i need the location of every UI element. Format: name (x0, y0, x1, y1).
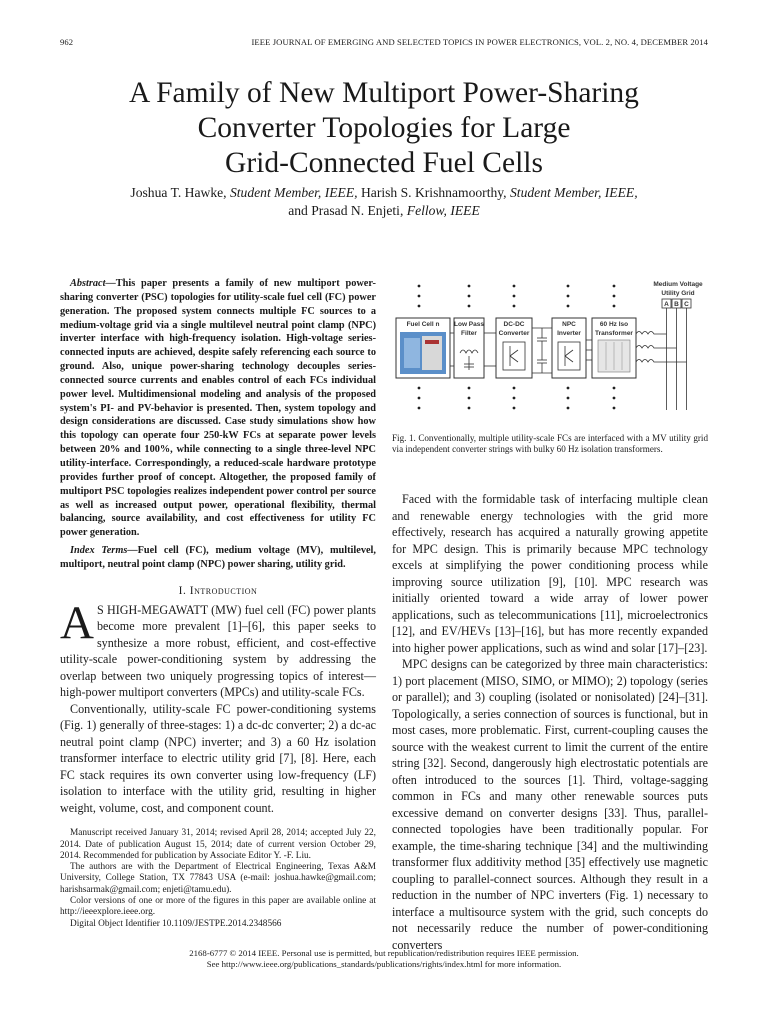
abstract-text: This paper presents a family of new multiport power-sharing converter (PSC) topologies for utility-scale fuel cell (FC) power generation. The proposed system connects multiple FC sources to a medium-voltage grid via a single multilevel neutral point clamp (NPC) inverter interface with high-frequency isolation. High-voltage series-connected inputs are achieved, despite safely referencing each source to ground. Also, unique power-sharing technology decouples series-connected source currents and enables control of each FCs individual power level. Multidimensional modeling and analysis of the proposed system's PI- and PV-behavior is presented. Then, system topology and design considerations are discussed. Case study simulations show how this topology can operate four 250-kW FCs at separate power levels between 20% and 100%, while connecting to a single three-level NPC utility-interface. Correspondingly, a reduced-scale hardware prototype provides further proof of concept. Altogether, the proposed family of multiport PSC topologies realizes independent power control per source as well as increased output power, operational flexibility, thermal balancing, source availability, and cost effectiveness for utility FC power generation. (60, 278, 376, 539)
figure-1-caption: Fig. 1. Conventionally, multiple utility-scale FCs are interfaced with a MV utility grid via independent converter strings with bulky 60 Hz isolation transformers. (392, 433, 708, 454)
author-3-role: Fellow, IEEE (406, 203, 480, 218)
right-paragraph-1: Faced with the formidable task of interfacing multiple clean and renewable energy technologies with the grid more effectively, research has acquired a naturally growing appetite for MPC design. This is primarily because MPC technology excels at simplifying the power conditioning process while improving source utilization [9], [10]. MPC research was initially oriented toward a wide array of lower power applications, such as telecommunications [11], microelectronics [12], and EV/HEVs [13]–[16], but has more recently expanded into higher power applications, such as wind and solar [17]–[23]. (392, 492, 708, 655)
title-line-3: Grid-Connected Fuel Cells (225, 147, 543, 179)
copyright-notice (60, 948, 708, 970)
block-label-xfmr-2: Transformer (595, 330, 633, 337)
paper-title (60, 76, 708, 181)
footnote-color: Color versions of one or more of the figures in this paper are available online at http://ieeexplore.ieee.org. (60, 896, 376, 918)
footnotes (60, 828, 376, 930)
section-number: I. (178, 584, 190, 597)
footnote-authors: The authors are with the Department of Electrical Engineering, Texas A&M University, College Station, TX 77843 USA (e-mail: joshua.hawke@gmail.com; harishsarmak@gmail.com; enjeti@tamu.edu). (60, 862, 376, 895)
dc-link-capacitors (537, 328, 547, 373)
abstract-label: Abstract— (70, 278, 116, 289)
index-terms-label: Index Terms— (70, 545, 138, 557)
ellipsis-dots-bottom (418, 387, 616, 410)
block-label-filter-2: Filter (461, 330, 477, 337)
right-column (392, 491, 708, 953)
figure-1 (392, 278, 708, 424)
index-terms (60, 544, 376, 572)
footnote-doi: Digital Object Identifier 10.1109/JESTPE.2014.2348566 (70, 918, 282, 929)
grid-title-line-1: Medium Voltage (653, 281, 703, 288)
phase-b-label: B (674, 301, 679, 308)
author-3-name: and Prasad N. Enjeti, (288, 203, 404, 218)
block-label-dcdc-1: DC-DC (503, 321, 525, 328)
intro-paragraph-2: Conventionally, utility-scale FC power-conditioning systems (Fig. 1) generally of three-stages: 1) a dc-dc converter; 2) a dc-ac neutral point clamp (NPC) inverter; and 3) a 60 Hz isolation transformer interface to electric utility grid [7], [8]. Here, each FC stack requires its own converter using low-frequency (LF) isolation to interface with the utility grid, resulting in higher weight, volume, cost, and component count. (60, 701, 376, 815)
section-title: Introduction (189, 584, 258, 597)
footnote-manuscript: Manuscript received January 31, 2014; revised April 28, 2014; accepted July 22, 2014. Date of publication August 15, 2014; date of current version October 29, 2014. Recommended for publication by Associate Editor Y. -F. Liu. (60, 828, 376, 861)
author-2-name: Harish S. Krishnamoorthy, (360, 185, 507, 200)
phase-a-label: A (664, 301, 669, 308)
block-label-npc-1: NPC (562, 321, 576, 328)
low-pass-filter-block (454, 318, 484, 378)
phase-c-label: C (684, 301, 689, 308)
block-label-dcdc-2: Converter (498, 330, 530, 337)
author-list (60, 184, 708, 220)
abstract (60, 277, 376, 540)
title-line-1: A Family of New Multiport Power-Sharing (129, 77, 639, 109)
intro-text (60, 596, 376, 817)
index-terms-text: Fuel cell (FC), medium voltage (MV), multilevel, multiport, neutral point clamp (NPC) power sharing, utility grid. (60, 545, 376, 570)
author-2-role: Student Member, IEEE, (510, 185, 638, 200)
iso-transformer-block (592, 318, 636, 378)
copyright-line-1: 2168-6777 © 2014 IEEE. Personal use is permitted, but republication/redistribution requires IEEE permission. (189, 948, 579, 958)
block-label-filter-1: Low Pass (454, 321, 484, 328)
title-line-2: Converter Topologies for Large (197, 112, 571, 144)
author-1-name: Joshua T. Hawke, (130, 185, 227, 200)
section-heading (60, 585, 376, 597)
block-label-fuel-cell: Fuel Cell n (406, 321, 440, 328)
grid-title-line-2: Utility Grid (661, 290, 695, 297)
dc-dc-converter-block (496, 318, 532, 378)
phase-boxes (662, 299, 691, 410)
page-number: 962 (60, 37, 74, 47)
npc-inverter-block (552, 318, 586, 378)
intro-paragraph-1: S HIGH-MEGAWATT (MW) fuel cell (FC) power plants become more prevalent [1]–[6], this paper seeks to synthesize a more robust, efficient, and cost-effective utility-scale power-conditioning system by addressing the overlap between two uniquely progressing topics of interest—high-power multiport converters (MPCs) and utility-scale FCs. (60, 602, 376, 700)
fuel-cell-block (396, 318, 450, 378)
left-column (60, 277, 376, 930)
ellipsis-dots-top (418, 285, 616, 308)
copyright-line-2: See http://www.ieee.org/publications_standards/publications/rights/index.html for more information. (206, 959, 562, 969)
block-label-npc-2: Inverter (557, 330, 581, 337)
right-paragraph-2: MPC designs can be categorized by three main characteristics: 1) port placement (MISO, SIMO, or MIMO); 2) topology (series or parallel); and 3) coupling (isolated or nonisolated) [24]–[31]. Topologically, a series connection of sources is functional, but in most cases, more problematic. First, current-coupling causes the source with the weakest current to limit the current of the entire string [32]. Second, dangerously high electrostatic potentials are often introduced to the sources [1]. Third, voltage-sagging common in FCs and many other renewable sources puts excessive demand on converter designs [33]. Thus, parallel-connected topologies have been traditionally popular. For example, the time-sharing technique [34] and the multiwinding transformer flux additivity method [35] effectively use magnetic coupling to parallel-connect sources. Although they result in a reduction in the number of NPC inverters (Fig. 1) necessary to interface a multisource system with the grid, such concepts do not necessarily reduce the number of power-conditioning converters (392, 657, 708, 952)
author-1-role: Student Member, IEEE, (229, 185, 358, 200)
block-label-xfmr-1: 60 Hz Iso (599, 321, 629, 328)
converter-diagram (392, 278, 708, 424)
journal-header: IEEE JOURNAL OF EMERGING AND SELECTED TOPICS IN POWER ELECTRONICS, VOL. 2, NO. 4, DECEMBER 2014 (251, 37, 708, 47)
drop-cap: A (60, 596, 94, 649)
